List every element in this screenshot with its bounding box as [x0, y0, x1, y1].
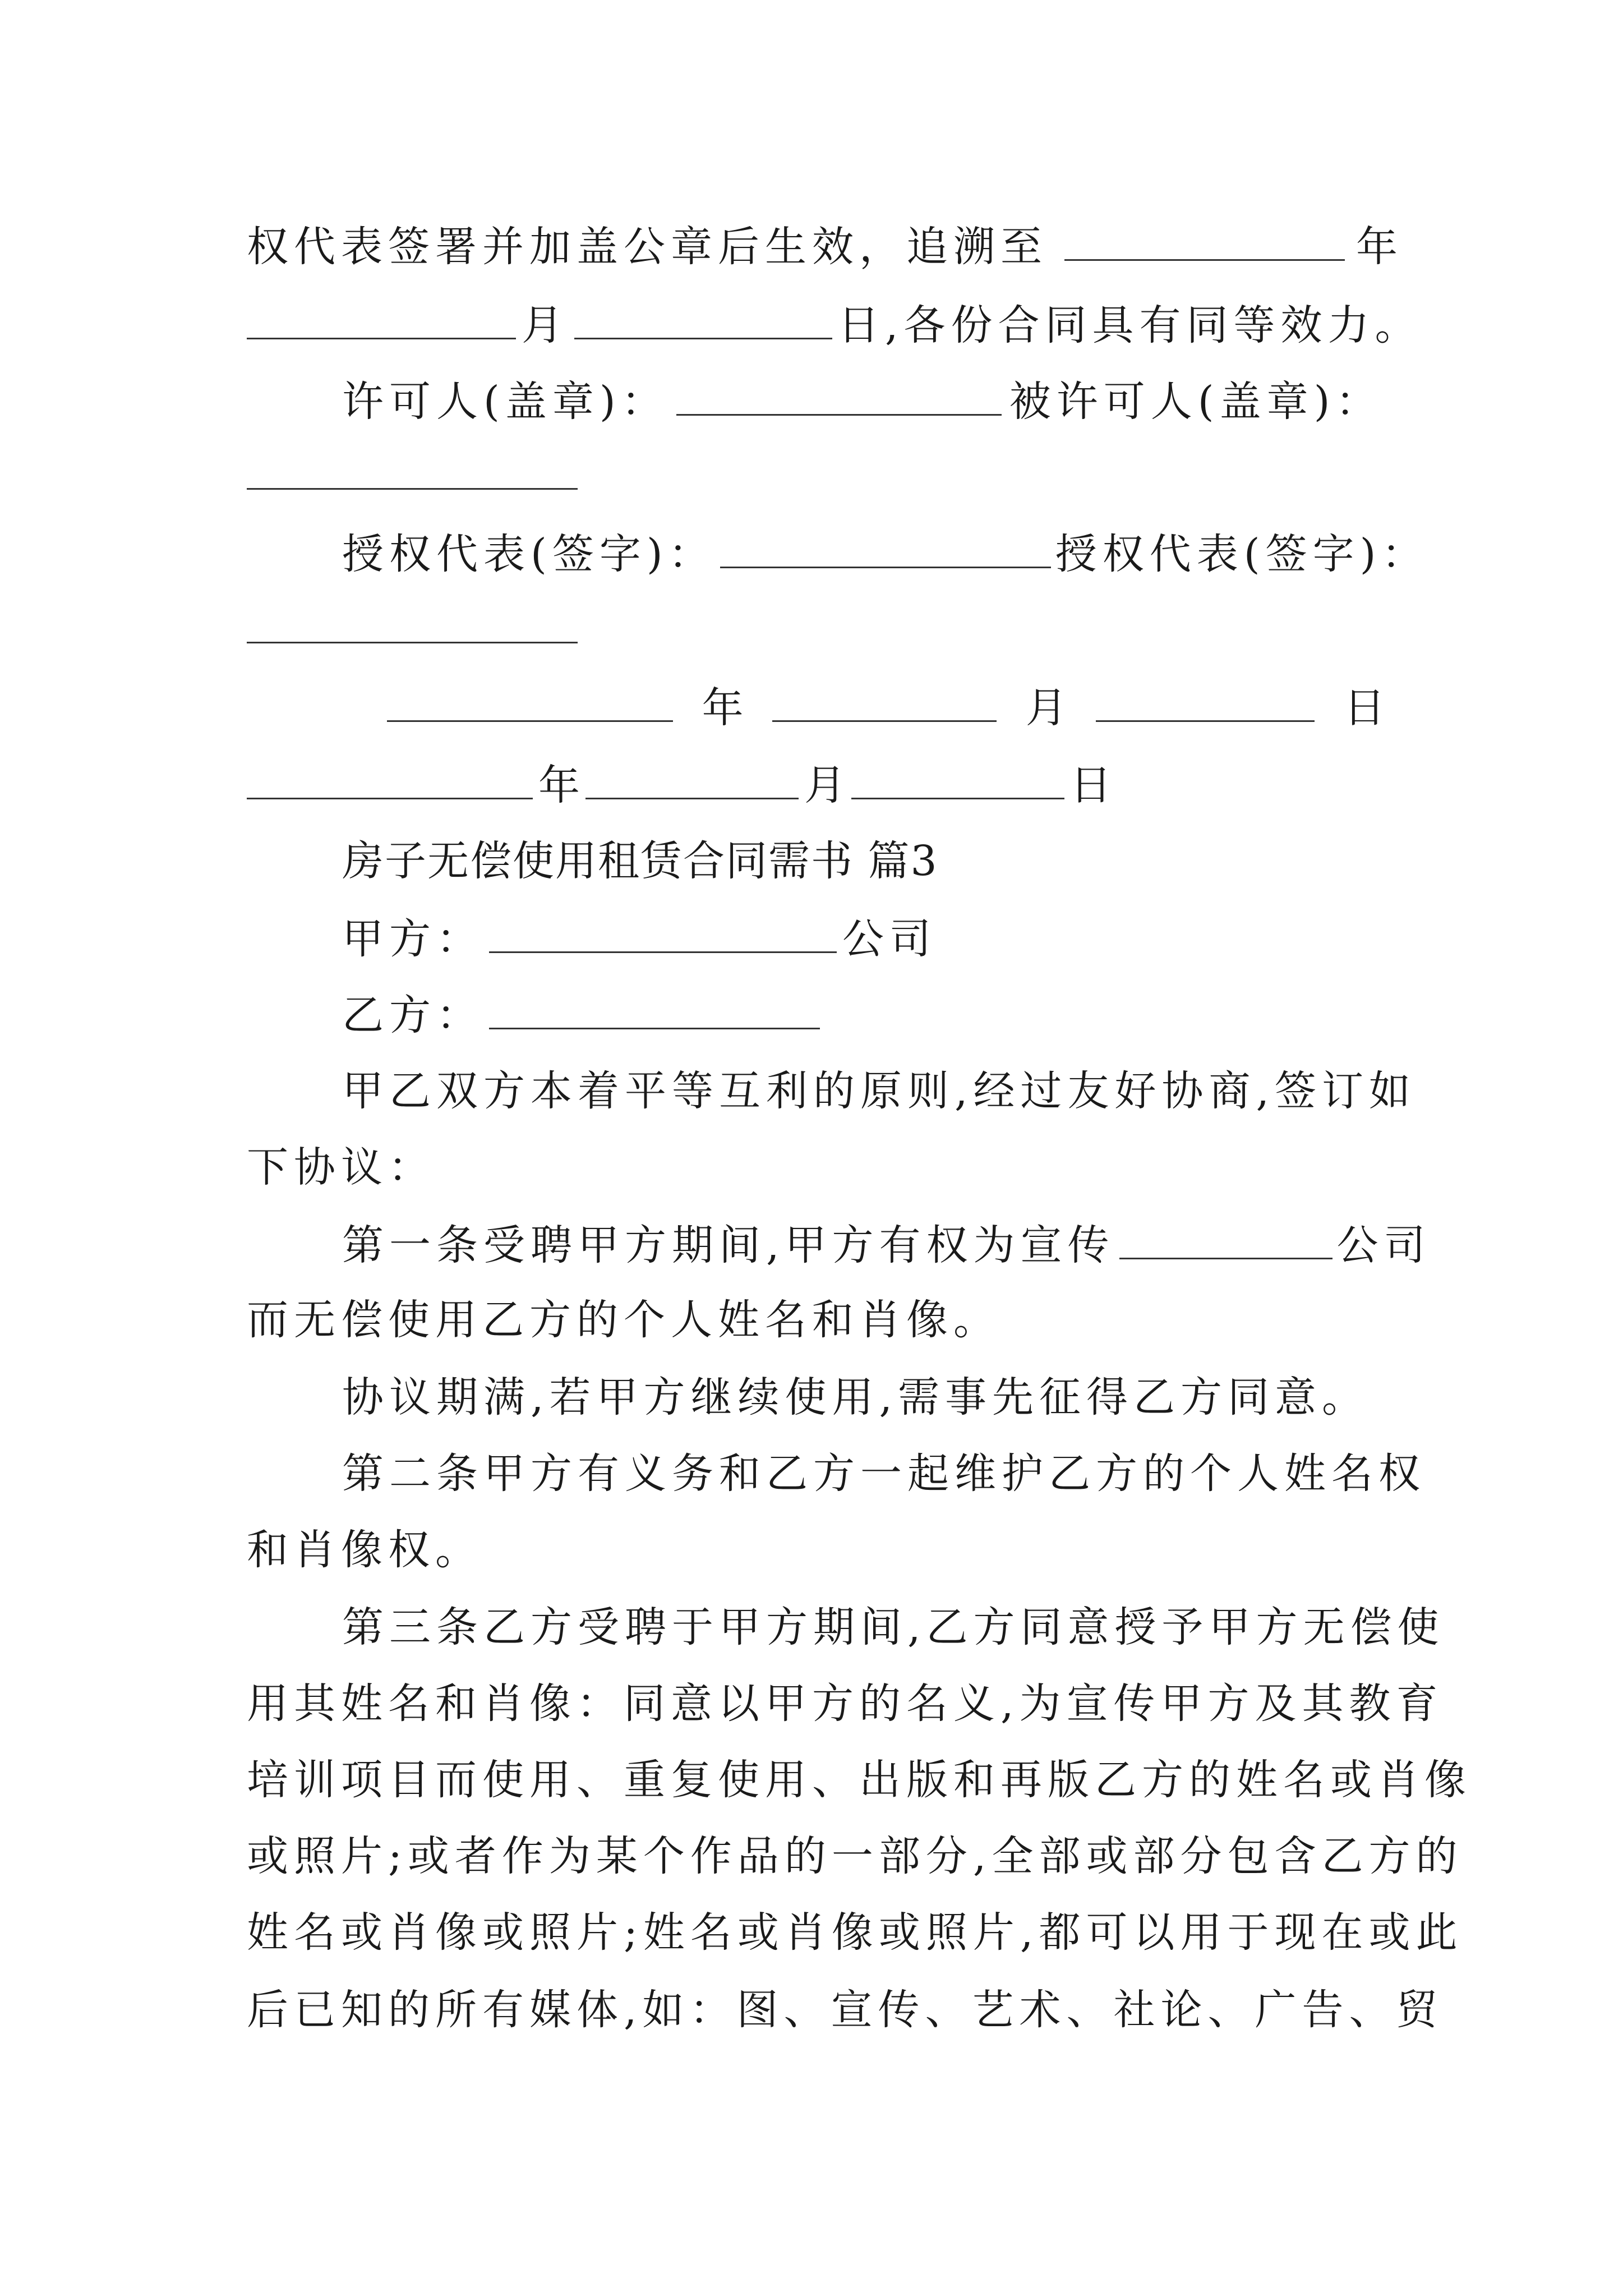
licensee-rep-label: 授权代表(签字)： — [1055, 530, 1429, 578]
article-3-line-6: 后已知的所有媒体,如：图、宣传、艺术、社论、广告、贸 — [247, 1986, 1444, 2034]
licensee-year-char: 年 — [538, 761, 580, 809]
representative-line — [342, 527, 1429, 578]
company-blank[interactable] — [1119, 1218, 1332, 1259]
licensee-day-char: 日 — [1070, 761, 1112, 809]
licensor-day-char: 日 — [1343, 684, 1385, 732]
effective-clause-rest: 日,各份合同具有同等效力。 — [838, 301, 1422, 349]
article-1-company: 公司 — [1336, 1221, 1431, 1269]
party-b-blank[interactable] — [489, 988, 820, 1029]
day-blank[interactable] — [574, 298, 832, 339]
licensee-date-line — [247, 758, 1380, 809]
licensor-day-blank[interactable] — [1096, 681, 1315, 722]
section-title: 房子无偿使用租赁合同需书 篇3 — [342, 837, 938, 885]
licensee-seal-label: 被许可人(盖章)： — [1009, 378, 1383, 426]
licensee-year-blank[interactable] — [247, 758, 533, 799]
effective-date-line-1 — [247, 220, 1403, 271]
licensee-rep-blank-line — [247, 602, 1380, 653]
year-char: 年 — [1356, 223, 1403, 271]
licensee-rep-blank[interactable] — [247, 602, 578, 643]
licensor-rep-label: 授权代表(签字)： — [342, 530, 716, 578]
year-blank[interactable] — [1064, 220, 1345, 261]
article-1-text: 第一条受聘甲方期间,甲方有权为宣传 — [342, 1221, 1115, 1269]
expiry-line: 协议期满,若甲方继续使用,需事先征得乙方同意。 — [342, 1373, 1370, 1421]
licensee-seal-blank-line — [247, 449, 1380, 499]
intro-line-2: 下协议： — [247, 1143, 435, 1191]
effective-clause-text: 权代表签署并加盖公章后生效，追溯至 — [247, 223, 1048, 271]
effective-date-line-2 — [247, 298, 1422, 349]
article-3-line-3: 培训项目而使用、重复使用、出版和再版乙方的姓名或肖像 — [247, 1756, 1472, 1804]
party-a-blank[interactable] — [489, 912, 837, 953]
month-char: 月 — [522, 301, 569, 349]
article-3-line-5: 姓名或肖像或照片;姓名或肖像或照片,都可以用于现在或此 — [247, 1908, 1463, 1957]
licensee-month-blank[interactable] — [585, 758, 799, 799]
intro-line-1: 甲乙双方本着平等互利的原则,经过友好协商,签订如 — [342, 1067, 1417, 1115]
article-3-line-1: 第三条乙方受聘于甲方期间,乙方同意授予甲方无偿使 — [342, 1603, 1445, 1651]
party-b-label: 乙方： — [342, 991, 483, 1039]
article-3-line-4: 或照片;或者作为某个作品的一部分,全部或部分包含乙方的 — [247, 1832, 1463, 1880]
month-blank[interactable] — [247, 298, 516, 339]
licensee-month-char: 月 — [804, 761, 846, 809]
article-1-line-1 — [342, 1218, 1431, 1269]
seal-line — [342, 375, 1383, 426]
licensor-year-char: 年 — [702, 684, 744, 732]
licensee-seal-blank[interactable] — [247, 449, 578, 490]
licensor-seal-label: 许可人(盖章)： — [342, 378, 668, 426]
licensor-month-char: 月 — [1025, 684, 1067, 732]
party-a-label: 甲方： — [342, 915, 483, 963]
article-3-line-2: 用其姓名和肖像：同意以甲方的名义,为宣传甲方及其教育 — [247, 1680, 1444, 1728]
article-2-line-2: 和肖像权。 — [247, 1526, 482, 1574]
article-1-line-2: 而无偿使用乙方的个人姓名和肖像。 — [247, 1296, 1000, 1344]
licensor-rep-blank[interactable] — [720, 527, 1051, 568]
party-a-line — [342, 912, 1380, 963]
party-a-suffix: 公司 — [842, 915, 937, 963]
licensor-month-blank[interactable] — [772, 681, 997, 722]
party-b-line — [342, 988, 1380, 1039]
licensee-day-blank[interactable] — [851, 758, 1064, 799]
article-2-line-1: 第二条甲方有义务和乙方一起维护乙方的个人姓名权 — [342, 1450, 1426, 1498]
licensor-year-blank[interactable] — [387, 681, 673, 722]
licensor-date-line — [387, 681, 1385, 731]
licensor-seal-blank[interactable] — [676, 375, 1002, 416]
